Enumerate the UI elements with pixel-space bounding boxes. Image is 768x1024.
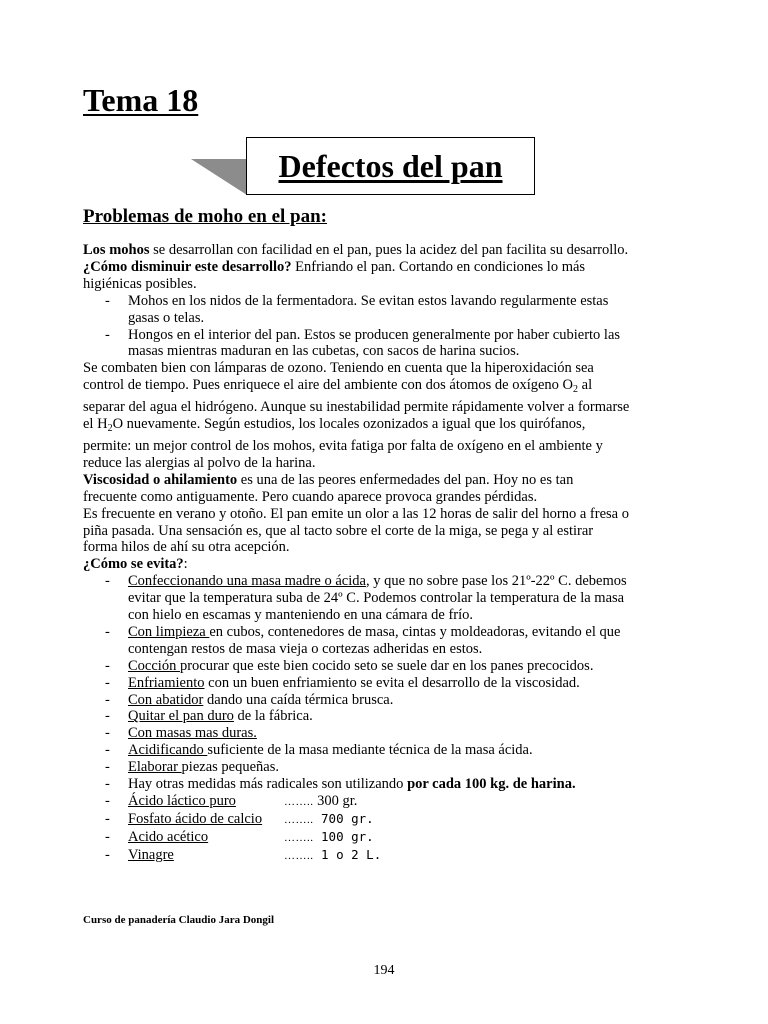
prevention-text: procurar que este bien cocido seto se suele dar en los panes precocidos.	[179, 657, 594, 674]
list-item	[83, 327, 673, 361]
list-item	[83, 708, 673, 725]
viscosity-colon: :	[183, 556, 188, 573]
dash-mark: -	[105, 623, 110, 640]
prevention-key: Con masas mas duras.	[128, 725, 257, 742]
answer-line1: Enfriando el pan. Cortando en condiciones lo más	[291, 258, 586, 275]
prevention-key: Cocción	[128, 657, 180, 674]
dash-mark: -	[105, 742, 110, 759]
banner-arrow-icon	[191, 159, 247, 195]
dash-mark: -	[105, 691, 110, 708]
mold-item-line1: Hongos en el interior del pan. Estos se producen generalmente por haber cubierto las	[128, 326, 621, 343]
dosage-amount: 100 gr.	[313, 828, 374, 844]
list-item	[83, 759, 673, 776]
ozone-line: permite: un mejor control de los mohos, evita fatiga por falta de oxígeno en el ambiente y	[83, 437, 603, 454]
dosage-dots: ……..	[284, 849, 314, 862]
mohos-lead: Los mohos	[83, 242, 150, 258]
dash-mark: -	[105, 776, 110, 793]
dosage-name: Fosfato ácido de calcio	[128, 810, 263, 827]
list-item	[83, 573, 673, 624]
ozone-line: al	[578, 377, 593, 394]
prevention-list	[83, 573, 673, 864]
dash-mark: -	[105, 759, 110, 776]
dosage-row	[83, 811, 673, 829]
body-text	[83, 242, 673, 865]
ozone-line: Se combaten bien con lámparas de ozono. Teniendo en cuenta que la hiperoxidación sea	[83, 360, 594, 377]
mold-item-line2: gasas o telas.	[128, 309, 205, 326]
dosage-dots: ……..	[284, 796, 314, 808]
answer-line2: higiénicas posibles.	[83, 275, 197, 292]
dosage-row	[83, 847, 673, 865]
dosage-amount: 1 o 2 L.	[313, 846, 382, 862]
ozone-line: O nuevamente. Según estudios, los locales ozonizados a igual que los quirófanos,	[112, 416, 586, 433]
prevention-key: Acidificando	[128, 742, 208, 759]
prevention-text: evitar que la temperatura suba de 24º C. Podemos controlar la temperatura de la masa	[128, 590, 625, 607]
dosage-amount: 300 gr.	[313, 793, 358, 809]
dosage-name: Acido acético	[128, 828, 209, 845]
dash-mark: -	[105, 793, 110, 809]
list-item	[83, 692, 673, 709]
ozone-line: reduce las alergias al polvo de la harina.	[83, 454, 316, 471]
viscosity-line: forma hilos de ahí su otra acepción.	[83, 539, 290, 556]
dash-mark: -	[105, 708, 110, 725]
dash-mark: -	[105, 828, 110, 845]
dash-mark: -	[105, 810, 110, 827]
dosage-name: Ácido láctico puro	[128, 793, 236, 809]
dash-mark: -	[105, 573, 110, 590]
viscosity-line: piña pasada. Una sensación es, que al tacto sobre el corte de la miga, se pega y al estirar	[83, 522, 594, 539]
viscosity-line: frecuente como antiguamente. Pero cuando aparece provoca grandes pérdidas.	[83, 488, 538, 505]
prevention-text: en cubos, contenedores de masa, cintas y moldeadoras, evitando el que	[209, 623, 621, 640]
list-item	[83, 725, 673, 742]
list-item	[83, 624, 673, 658]
subscript: 2	[573, 384, 579, 396]
question-bold: ¿Cómo disminuir este desarrollo?	[83, 258, 292, 275]
ozone-line: control de tiempo. Pues enriquece el aire del ambiente con dos átomos de oxígeno O	[83, 377, 574, 394]
banner-box	[246, 137, 535, 195]
mold-list	[83, 293, 673, 361]
ozone-line: separar del agua el hidrógeno. Aunque su inestabilidad permite rápidamente volver a formarse	[83, 399, 630, 416]
prevention-key: Confeccionando una masa madre o ácida	[128, 573, 366, 590]
mohos-text: se desarrollan con facilidad en el pan, pues la acidez del pan facilita su desarrollo.	[149, 242, 629, 258]
page-number: 194	[373, 963, 395, 978]
dosage-amount: 700 gr.	[313, 810, 374, 826]
paragraph-ozone	[83, 360, 673, 471]
dash-mark: -	[105, 846, 110, 863]
dash-mark: -	[105, 725, 110, 742]
prevention-text: suficiente de la masa mediante técnica de la masa ácida.	[207, 742, 533, 759]
dash-mark: -	[105, 657, 110, 674]
prevention-key: Con abatidor	[128, 691, 204, 708]
chapter-title: Tema 18	[83, 82, 199, 118]
mold-item-line1: Mohos en los nidos de la fermentadora. Se evitan estos lavando regularmente estas	[128, 292, 609, 309]
viscosity-line: Es frecuente en verano y otoño. El pan emite un olor a las 12 horas de salir del horno a fresa o	[83, 505, 629, 522]
footer-course: Curso de panadería Claudio Jara Dongil	[83, 914, 274, 926]
prevention-text: de la fábrica.	[233, 708, 313, 725]
list-item	[83, 675, 673, 692]
paragraph-mohos	[83, 242, 673, 259]
dosage-row	[83, 793, 673, 811]
dash-mark: -	[105, 326, 110, 343]
subscript: 2	[107, 423, 113, 435]
prevention-text: piezas pequeñas.	[181, 759, 279, 776]
prevention-text: dando una caída térmica brusca.	[203, 691, 394, 708]
list-item	[83, 776, 673, 793]
prevention-text: , y que no sobre pase los 21º-22º C. debemos	[365, 573, 627, 590]
viscosity-line: es una de las peores enfermedades del pan. Hoy no es tan	[237, 471, 574, 488]
section-title: Problemas de moho en el pan:	[83, 206, 328, 227]
list-item	[83, 742, 673, 759]
viscosity-lead: Viscosidad o ahilamiento	[83, 471, 238, 488]
prevention-text: con hielo en escamas y manteniendo en una cámara de frío.	[128, 607, 474, 624]
radical-bold: por cada 100 kg. de harina.	[407, 776, 576, 793]
dash-mark: -	[105, 292, 110, 309]
dosage-dots: ……..	[284, 831, 314, 844]
prevention-key: Enfriamiento	[128, 674, 205, 691]
viscosity-question: ¿Cómo se evita?	[83, 556, 184, 573]
dosage-row	[83, 829, 673, 847]
prevention-text: contengan restos de masa vieja o cortezas adheridas en estos.	[128, 640, 483, 657]
list-item	[83, 658, 673, 675]
dosage-name: Vinagre	[128, 846, 174, 863]
banner-title: Defectos del pan	[278, 147, 503, 184]
ozone-line: el H	[83, 416, 108, 433]
radical-text: Hay otras medidas más radicales son utilizando	[128, 776, 408, 793]
dosage-dots: ……..	[284, 813, 314, 826]
dash-mark: -	[105, 674, 110, 691]
list-item	[83, 293, 673, 327]
prevention-key: Quitar el pan duro	[128, 708, 234, 725]
prevention-key: Elaborar	[128, 759, 182, 776]
prevention-text: con un buen enfriamiento se evita el desarrollo de la viscosidad.	[204, 674, 580, 691]
paragraph-viscosity	[83, 472, 673, 573]
mold-item-line2: masas mientras maduran en las cubetas, con sacos de harina sucios.	[128, 343, 520, 360]
paragraph-question	[83, 259, 673, 293]
prevention-key: Con limpieza	[128, 623, 210, 640]
